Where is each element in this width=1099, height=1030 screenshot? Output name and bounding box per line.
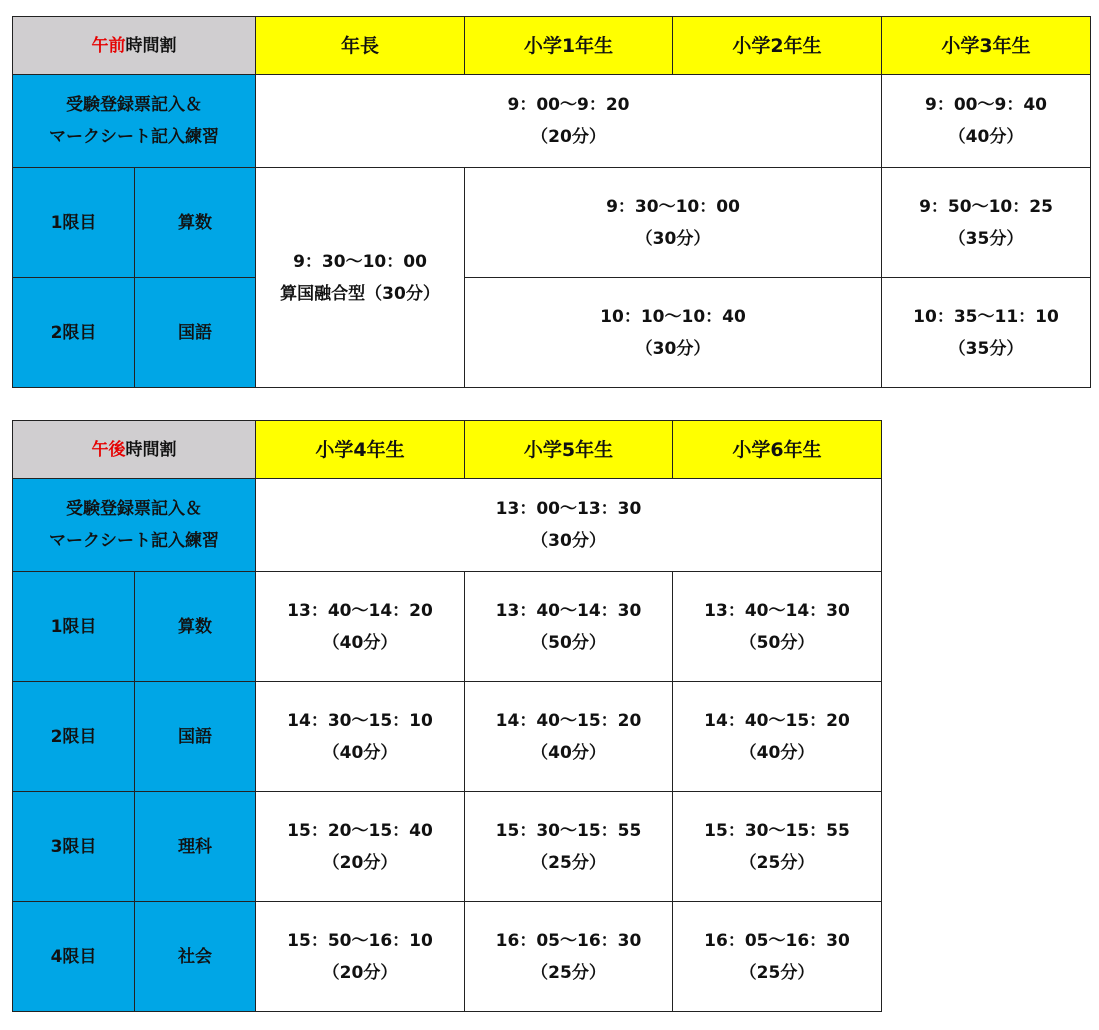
afternoon-period-row xyxy=(13,792,882,902)
period-time-g3 xyxy=(882,278,1091,388)
registration-label xyxy=(13,479,256,572)
period-time-g1-g2 xyxy=(465,278,882,388)
registration-label-line1: 受験登録票記入＆ xyxy=(66,499,202,519)
combined-label: 算国融合型（30分） xyxy=(280,283,440,304)
afternoon-registration-row xyxy=(13,479,882,572)
period-label: 2限目 xyxy=(13,682,135,792)
time-range: 15：20～15：40 xyxy=(287,820,433,841)
registration-label-line1: 受験登録票記入＆ xyxy=(66,95,202,115)
duration: （40分） xyxy=(322,742,398,763)
grade-header: 小学4年生 xyxy=(256,421,465,479)
subject-label: 算数 xyxy=(135,572,256,682)
grade-header: 小学5年生 xyxy=(465,421,673,479)
morning-title xyxy=(13,17,256,75)
duration: （25分） xyxy=(739,962,815,983)
kindergarten-combined-cell xyxy=(256,168,465,388)
duration: （25分） xyxy=(531,962,606,983)
morning-period-row xyxy=(13,168,1091,278)
duration: （50分） xyxy=(739,632,815,653)
morning-title-rest: 時間割 xyxy=(125,35,177,56)
registration-time-k-g2 xyxy=(256,75,882,168)
registration-time xyxy=(256,479,882,572)
duration: （20分） xyxy=(531,127,606,147)
afternoon-period-row xyxy=(13,572,882,682)
time-range: 14：40～15：20 xyxy=(495,710,642,731)
morning-title-red: 午前 xyxy=(91,35,126,56)
period-time-cell xyxy=(673,792,882,902)
duration: （20分） xyxy=(322,962,398,983)
afternoon-title xyxy=(13,421,256,479)
morning-registration-row xyxy=(13,75,1091,168)
time-range: 16：05～16：30 xyxy=(704,930,850,951)
time-range: 15：30～15：55 xyxy=(495,820,642,841)
afternoon-title-rest: 時間割 xyxy=(125,439,177,460)
time-range: 9：50～10：25 xyxy=(919,196,1053,217)
time-range: 10：10～10：40 xyxy=(600,306,746,327)
time-range: 9：00～9：20 xyxy=(507,95,630,115)
afternoon-title-red: 午後 xyxy=(91,439,126,460)
duration: （30分） xyxy=(635,338,711,359)
duration: （40分） xyxy=(531,742,606,763)
period-time-cell xyxy=(673,572,882,682)
time-range: 10：35～11：10 xyxy=(913,306,1059,327)
subject-label: 社会 xyxy=(135,902,256,1012)
period-time-g1-g2 xyxy=(465,168,882,278)
duration: （30分） xyxy=(635,228,711,249)
registration-label xyxy=(13,75,256,168)
time-range: 13：00～13：30 xyxy=(495,499,642,519)
time-range: 14：30～15：10 xyxy=(287,710,433,731)
duration: （25分） xyxy=(531,852,606,873)
period-time-cell xyxy=(256,792,465,902)
subject-label: 算数 xyxy=(135,168,256,278)
time-range: 9：30～10：00 xyxy=(606,196,740,217)
grade-header: 小学3年生 xyxy=(882,17,1091,75)
period-label: 3限目 xyxy=(13,792,135,902)
grade-header: 小学2年生 xyxy=(673,17,882,75)
duration: （35分） xyxy=(948,338,1024,359)
period-label: 4限目 xyxy=(13,902,135,1012)
registration-label-line2: マークシート記入練習 xyxy=(49,531,219,551)
time-range: 9：00～9：40 xyxy=(925,95,1047,115)
registration-label-line2: マークシート記入練習 xyxy=(49,127,219,147)
time-range: 13：40～14：30 xyxy=(704,600,850,621)
duration: （30分） xyxy=(531,531,606,551)
subject-label: 理科 xyxy=(135,792,256,902)
afternoon-period-row xyxy=(13,682,882,792)
subject-label: 国語 xyxy=(135,278,256,388)
period-time-cell xyxy=(256,572,465,682)
period-time-cell xyxy=(673,902,882,1012)
duration: （50分） xyxy=(531,632,606,653)
morning-header-row xyxy=(13,17,1091,75)
period-time-cell xyxy=(465,792,673,902)
period-time-g3 xyxy=(882,168,1091,278)
duration: （40分） xyxy=(948,127,1024,147)
grade-header: 年長 xyxy=(256,17,465,75)
afternoon-header-row xyxy=(13,421,882,479)
period-time-cell xyxy=(465,902,673,1012)
duration: （40分） xyxy=(739,742,815,763)
period-label: 2限目 xyxy=(13,278,135,388)
duration: （20分） xyxy=(322,852,398,873)
time-range: 15：50～16：10 xyxy=(287,930,433,951)
period-label: 1限目 xyxy=(13,168,135,278)
morning-period-row xyxy=(13,278,1091,388)
afternoon-period-row xyxy=(13,902,882,1012)
time-range: 13：40～14：30 xyxy=(495,600,642,621)
grade-header: 小学6年生 xyxy=(673,421,882,479)
morning-timetable xyxy=(12,16,1091,388)
period-time-cell xyxy=(256,682,465,792)
time-range: 16：05～16：30 xyxy=(495,930,642,951)
duration: （40分） xyxy=(322,632,398,653)
grade-header: 小学1年生 xyxy=(465,17,673,75)
period-label: 1限目 xyxy=(13,572,135,682)
period-time-cell xyxy=(256,902,465,1012)
duration: （25分） xyxy=(739,852,815,873)
period-time-cell xyxy=(465,682,673,792)
time-range: 15：30～15：55 xyxy=(704,820,850,841)
time-range: 9：30～10：00 xyxy=(293,251,427,272)
period-time-cell xyxy=(465,572,673,682)
subject-label: 国語 xyxy=(135,682,256,792)
time-range: 13：40～14：20 xyxy=(287,600,433,621)
time-range: 14：40～15：20 xyxy=(704,710,850,731)
period-time-cell xyxy=(673,682,882,792)
duration: （35分） xyxy=(948,228,1024,249)
afternoon-timetable xyxy=(12,420,882,1012)
registration-time-g3 xyxy=(882,75,1091,168)
